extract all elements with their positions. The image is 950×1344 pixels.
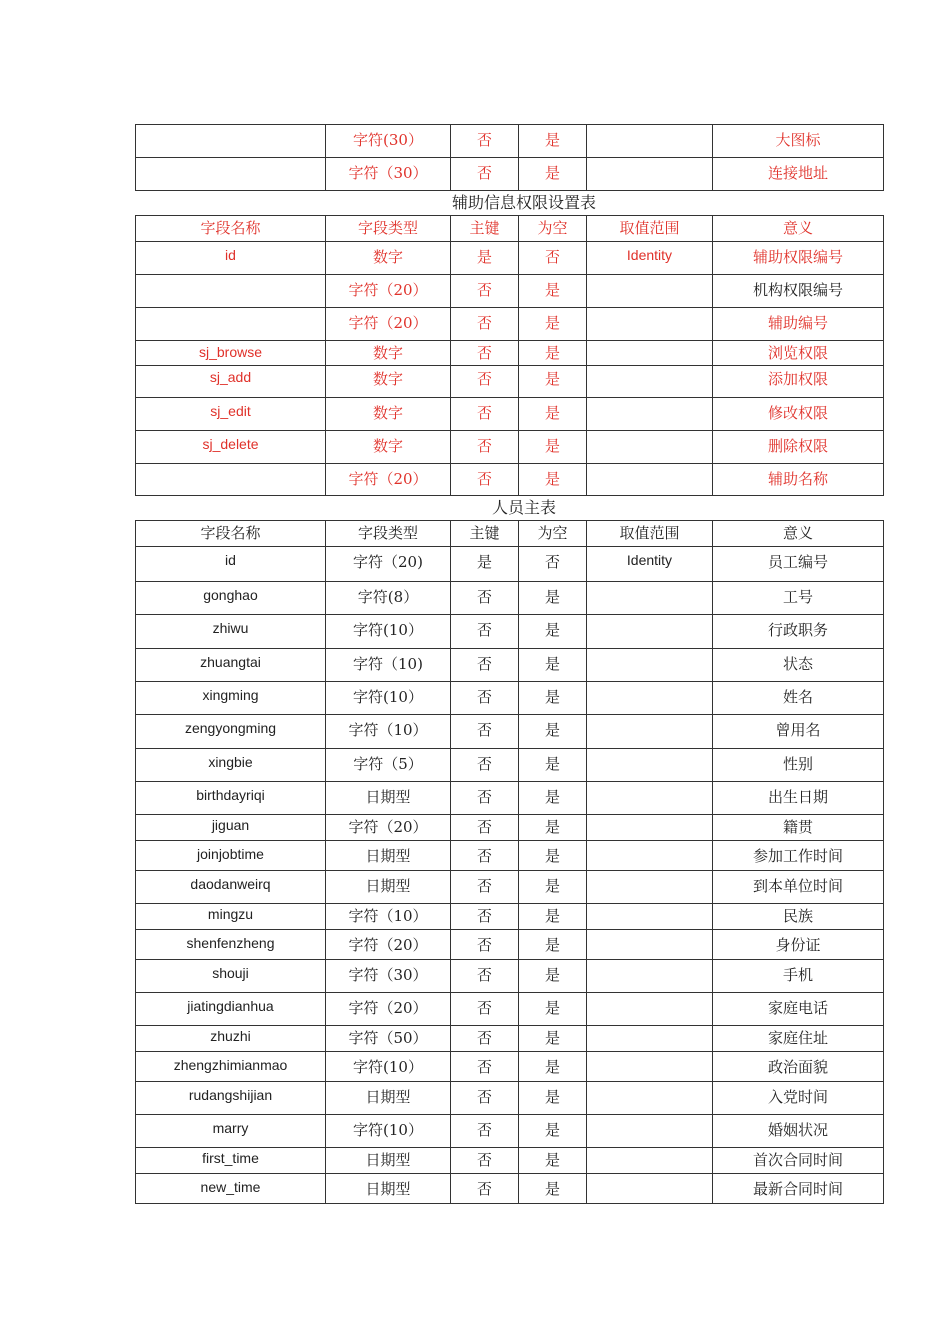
field-type-cell: 日期型 (326, 1082, 451, 1115)
table-caption: 人员主表 (491, 498, 556, 517)
table-header-row (136, 521, 884, 547)
nullable-cell: 是 (519, 1115, 587, 1148)
meaning-cell: 连接地址 (713, 158, 884, 191)
meaning-cell: 家庭住址 (713, 1026, 884, 1052)
column-header: 为空 (519, 216, 587, 242)
primary-key-cell: 否 (451, 871, 519, 904)
nullable-cell: 否 (519, 547, 587, 582)
nullable-cell: 是 (519, 582, 587, 615)
table-row (136, 125, 884, 158)
field-name-cell: zhuangtai (136, 649, 326, 682)
primary-key-cell: 否 (451, 930, 519, 960)
field-name-cell (136, 125, 326, 158)
nullable-cell: 是 (519, 841, 587, 871)
field-name-cell: marry (136, 1115, 326, 1148)
field-type-cell: 字符(10） (326, 615, 451, 649)
value-range-cell (587, 398, 713, 431)
primary-key-cell: 是 (451, 547, 519, 582)
field-type-cell: 字符（10) (326, 649, 451, 682)
value-range-cell (587, 1082, 713, 1115)
field-type-cell: 字符（30） (326, 158, 451, 191)
meaning-cell: 性别 (713, 749, 884, 782)
field-name-cell: sj_delete (136, 431, 326, 464)
field-name-cell: first_time (136, 1148, 326, 1174)
field-name-cell: birthdayriqi (136, 782, 326, 815)
meaning-cell: 修改权限 (713, 398, 884, 431)
value-range-cell (587, 1052, 713, 1082)
field-name-cell (136, 275, 326, 308)
table-row (136, 275, 884, 308)
primary-key-cell: 否 (451, 993, 519, 1026)
field-name-cell: xingming (136, 682, 326, 715)
nullable-cell: 是 (519, 341, 587, 366)
column-header: 意义 (713, 521, 884, 547)
field-type-cell: 字符（10） (326, 715, 451, 749)
value-range-cell (587, 649, 713, 682)
value-range-cell (587, 1174, 713, 1204)
field-name-cell: new_time (136, 1174, 326, 1204)
primary-key-cell: 否 (451, 1082, 519, 1115)
nullable-cell: 是 (519, 993, 587, 1026)
table-row (136, 1082, 884, 1115)
field-type-cell: 字符（20） (326, 815, 451, 841)
field-name-cell: id (136, 242, 326, 275)
table-row (136, 960, 884, 993)
meaning-cell: 辅助名称 (713, 464, 884, 496)
table-row (136, 366, 884, 398)
column-header: 主键 (451, 521, 519, 547)
aux-permission-table (135, 215, 884, 496)
meaning-cell: 籍贯 (713, 815, 884, 841)
field-type-cell: 字符(10） (326, 1052, 451, 1082)
value-range-cell (587, 960, 713, 993)
primary-key-cell: 否 (451, 1115, 519, 1148)
nullable-cell: 是 (519, 464, 587, 496)
primary-key-cell: 否 (451, 904, 519, 930)
column-header: 字段类型 (326, 216, 451, 242)
nullable-cell: 是 (519, 158, 587, 191)
meaning-cell: 删除权限 (713, 431, 884, 464)
value-range-cell (587, 715, 713, 749)
primary-key-cell: 否 (451, 125, 519, 158)
meaning-cell: 工号 (713, 582, 884, 615)
table-row (136, 431, 884, 464)
field-name-cell (136, 308, 326, 341)
primary-key-cell: 否 (451, 398, 519, 431)
field-type-cell: 字符(10） (326, 682, 451, 715)
nullable-cell: 是 (519, 930, 587, 960)
table-row (136, 582, 884, 615)
table-row (136, 649, 884, 682)
nullable-cell: 是 (519, 275, 587, 308)
field-type-cell: 字符(8） (326, 582, 451, 615)
table-caption: 辅助信息权限设置表 (451, 193, 596, 212)
meaning-cell: 最新合同时间 (713, 1174, 884, 1204)
nullable-cell: 是 (519, 904, 587, 930)
table-header-row (136, 216, 884, 242)
field-name-cell: sj_browse (136, 341, 326, 366)
table-row (136, 749, 884, 782)
primary-key-cell: 否 (451, 749, 519, 782)
nullable-cell: 是 (519, 960, 587, 993)
meaning-cell: 行政职务 (713, 615, 884, 649)
meaning-cell: 到本单位时间 (713, 871, 884, 904)
nullable-cell: 是 (519, 782, 587, 815)
field-name-cell: id (136, 547, 326, 582)
field-name-cell (136, 464, 326, 496)
table-row (136, 242, 884, 275)
field-type-cell: 数字 (326, 366, 451, 398)
field-name-cell: xingbie (136, 749, 326, 782)
field-type-cell: 字符（30） (326, 960, 451, 993)
table-row (136, 904, 884, 930)
value-range-cell (587, 930, 713, 960)
field-name-cell: mingzu (136, 904, 326, 930)
table-row (136, 841, 884, 871)
column-header: 取值范围 (587, 521, 713, 547)
primary-key-cell: 否 (451, 715, 519, 749)
primary-key-cell: 否 (451, 158, 519, 191)
table-row (136, 1115, 884, 1148)
staff-master-table (135, 520, 884, 1204)
field-name-cell: zhuzhi (136, 1026, 326, 1052)
field-type-cell: 字符（10） (326, 904, 451, 930)
table-row (136, 341, 884, 366)
nullable-cell: 否 (519, 242, 587, 275)
primary-key-cell: 否 (451, 782, 519, 815)
nullable-cell: 是 (519, 431, 587, 464)
field-name-cell: zengyongming (136, 715, 326, 749)
table-row (136, 547, 884, 582)
column-header: 字段类型 (326, 521, 451, 547)
field-type-cell: 日期型 (326, 1148, 451, 1174)
column-header: 为空 (519, 521, 587, 547)
nullable-cell: 是 (519, 308, 587, 341)
nullable-cell: 是 (519, 1052, 587, 1082)
primary-key-cell: 否 (451, 366, 519, 398)
primary-key-cell: 否 (451, 464, 519, 496)
primary-key-cell: 否 (451, 431, 519, 464)
value-range-cell (587, 125, 713, 158)
nullable-cell: 是 (519, 682, 587, 715)
field-type-cell: 数字 (326, 242, 451, 275)
meaning-cell: 浏览权限 (713, 341, 884, 366)
meaning-cell: 添加权限 (713, 366, 884, 398)
field-type-cell: 日期型 (326, 782, 451, 815)
meaning-cell: 民族 (713, 904, 884, 930)
value-range-cell (587, 782, 713, 815)
meaning-cell: 身份证 (713, 930, 884, 960)
field-type-cell: 字符（20) (326, 547, 451, 582)
primary-key-cell: 否 (451, 341, 519, 366)
meaning-cell: 大图标 (713, 125, 884, 158)
primary-key-cell: 否 (451, 815, 519, 841)
primary-key-cell: 否 (451, 615, 519, 649)
primary-key-cell: 否 (451, 682, 519, 715)
primary-key-cell: 否 (451, 1026, 519, 1052)
field-name-cell: zhiwu (136, 615, 326, 649)
field-name-cell: shouji (136, 960, 326, 993)
nullable-cell: 是 (519, 398, 587, 431)
value-range-cell (587, 1148, 713, 1174)
value-range-cell (587, 749, 713, 782)
primary-key-cell: 否 (451, 275, 519, 308)
table-row (136, 782, 884, 815)
table-row (136, 715, 884, 749)
nullable-cell: 是 (519, 749, 587, 782)
value-range-cell (587, 366, 713, 398)
primary-key-cell: 是 (451, 242, 519, 275)
nullable-cell: 是 (519, 715, 587, 749)
primary-key-cell: 否 (451, 1052, 519, 1082)
field-name-cell: gonghao (136, 582, 326, 615)
value-range-cell (587, 815, 713, 841)
primary-key-cell: 否 (451, 582, 519, 615)
meaning-cell: 辅助权限编号 (713, 242, 884, 275)
field-name-cell (136, 158, 326, 191)
value-range-cell (587, 431, 713, 464)
field-type-cell: 字符（20） (326, 275, 451, 308)
table-row (136, 1052, 884, 1082)
nullable-cell: 是 (519, 366, 587, 398)
table-row (136, 464, 884, 496)
value-range-cell (587, 615, 713, 649)
field-type-cell: 数字 (326, 398, 451, 431)
meaning-cell: 入党时间 (713, 1082, 884, 1115)
table-row (136, 1174, 884, 1204)
field-name-cell: joinjobtime (136, 841, 326, 871)
meaning-cell: 婚姻状况 (713, 1115, 884, 1148)
value-range-cell (587, 341, 713, 366)
field-type-cell: 字符（20） (326, 930, 451, 960)
primary-key-cell: 否 (451, 1148, 519, 1174)
meaning-cell: 政治面貌 (713, 1052, 884, 1082)
value-range-cell (587, 275, 713, 308)
meaning-cell: 手机 (713, 960, 884, 993)
field-type-cell: 数字 (326, 341, 451, 366)
primary-key-cell: 否 (451, 960, 519, 993)
column-header: 字段名称 (136, 521, 326, 547)
field-type-cell: 数字 (326, 431, 451, 464)
meaning-cell: 状态 (713, 649, 884, 682)
field-name-cell: daodanweirq (136, 871, 326, 904)
field-type-cell: 日期型 (326, 871, 451, 904)
meaning-cell: 姓名 (713, 682, 884, 715)
value-range-cell (587, 158, 713, 191)
table-row (136, 815, 884, 841)
field-type-cell: 字符(10） (326, 1115, 451, 1148)
field-type-cell: 字符（5） (326, 749, 451, 782)
field-name-cell: rudangshijian (136, 1082, 326, 1115)
table-row (136, 1148, 884, 1174)
value-range-cell (587, 582, 713, 615)
meaning-cell: 首次合同时间 (713, 1148, 884, 1174)
nullable-cell: 是 (519, 815, 587, 841)
field-name-cell: jiguan (136, 815, 326, 841)
field-name-cell: sj_edit (136, 398, 326, 431)
meaning-cell: 员工编号 (713, 547, 884, 582)
field-name-cell: shenfenzheng (136, 930, 326, 960)
meaning-cell: 曾用名 (713, 715, 884, 749)
nullable-cell: 是 (519, 871, 587, 904)
document-page (135, 124, 883, 1204)
value-range-cell: Identity (587, 547, 713, 582)
field-type-cell: 字符(30） (326, 125, 451, 158)
column-header: 字段名称 (136, 216, 326, 242)
value-range-cell (587, 993, 713, 1026)
value-range-cell (587, 904, 713, 930)
table-row (136, 158, 884, 191)
table-row (136, 871, 884, 904)
nullable-cell: 是 (519, 1174, 587, 1204)
table-row (136, 1026, 884, 1052)
meaning-cell: 参加工作时间 (713, 841, 884, 871)
table-row (136, 682, 884, 715)
nullable-cell: 是 (519, 1026, 587, 1052)
nullable-cell: 是 (519, 125, 587, 158)
field-name-cell: jiatingdianhua (136, 993, 326, 1026)
nullable-cell: 是 (519, 1148, 587, 1174)
field-type-cell: 字符（20） (326, 308, 451, 341)
value-range-cell (587, 841, 713, 871)
value-range-cell (587, 1026, 713, 1052)
table-row (136, 398, 884, 431)
nullable-cell: 是 (519, 615, 587, 649)
table-row (136, 930, 884, 960)
meaning-cell: 辅助编号 (713, 308, 884, 341)
primary-key-cell: 否 (451, 649, 519, 682)
field-type-cell: 字符（50） (326, 1026, 451, 1052)
value-range-cell (587, 871, 713, 904)
field-name-cell: sj_add (136, 366, 326, 398)
meaning-cell: 出生日期 (713, 782, 884, 815)
nullable-cell: 是 (519, 649, 587, 682)
primary-key-cell: 否 (451, 1174, 519, 1204)
value-range-cell (587, 464, 713, 496)
column-header: 取值范围 (587, 216, 713, 242)
table-row (136, 308, 884, 341)
meaning-cell: 家庭电话 (713, 993, 884, 1026)
field-type-cell: 字符（20） (326, 464, 451, 496)
column-header: 意义 (713, 216, 884, 242)
field-type-cell: 日期型 (326, 841, 451, 871)
primary-key-cell: 否 (451, 841, 519, 871)
value-range-cell (587, 682, 713, 715)
value-range-cell (587, 308, 713, 341)
column-header: 主键 (451, 216, 519, 242)
value-range-cell (587, 1115, 713, 1148)
value-range-cell: Identity (587, 242, 713, 275)
nullable-cell: 是 (519, 1082, 587, 1115)
primary-key-cell: 否 (451, 308, 519, 341)
field-name-cell: zhengzhimianmao (136, 1052, 326, 1082)
meaning-cell: 机构权限编号 (713, 275, 884, 308)
table-row (136, 993, 884, 1026)
top-table (135, 124, 884, 191)
field-type-cell: 字符（20） (326, 993, 451, 1026)
table-row (136, 615, 884, 649)
field-type-cell: 日期型 (326, 1174, 451, 1204)
